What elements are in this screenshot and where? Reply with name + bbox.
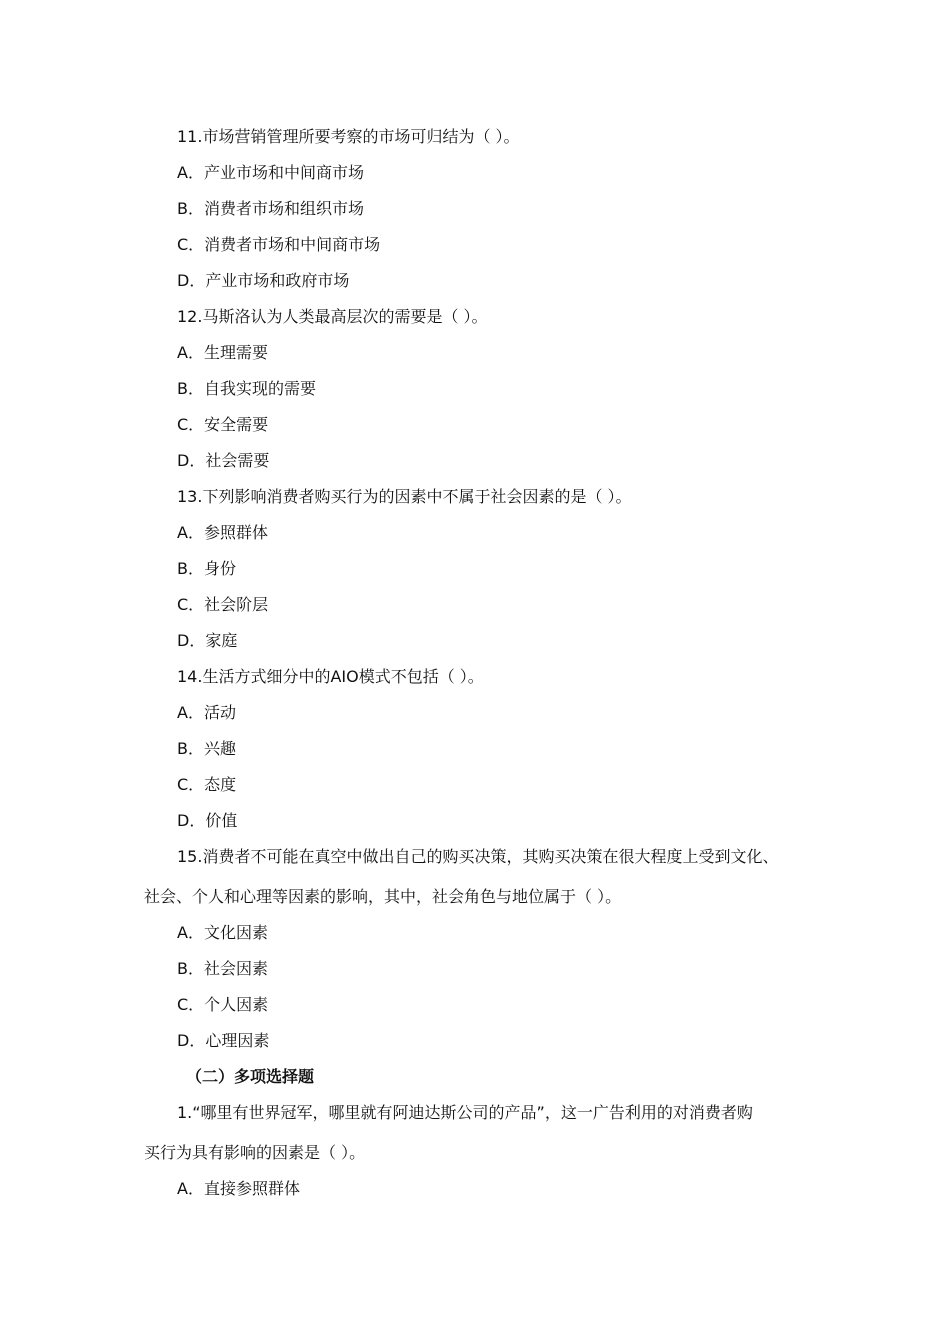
question-13-option-a: A．参照群体 <box>177 523 268 542</box>
question-13-stem: 13.下列影响消费者购买行为的因素中不属于社会因素的是（ ）。 <box>177 487 632 506</box>
question-15-stem: 15.消费者不可能在真空中做出自己的购买决策，其购买决策在很大程度上受到文化、 <box>177 847 779 866</box>
question-13-option-b: B．身份 <box>177 559 236 578</box>
question-15-option-b: B．社会因素 <box>177 959 268 978</box>
question-14-option-a: A．活动 <box>177 703 236 722</box>
question-11-option-c: C．消费者市场和中间商市场 <box>177 235 381 254</box>
question-11-option-d: D．产业市场和政府市场 <box>177 271 350 290</box>
question-11-option-b: B．消费者市场和组织市场 <box>177 199 364 218</box>
question-13-option-c: C．社会阶层 <box>177 595 269 614</box>
question-14-option-d: D．价值 <box>177 811 238 830</box>
question-15-option-a: A．文化因素 <box>177 923 268 942</box>
question-12-option-b: B．自我实现的需要 <box>177 379 316 398</box>
question-14-stem: 14.生活方式细分中的AIO模式不包括（ ）。 <box>177 667 484 686</box>
section-heading: （二）多项选择题 <box>186 1067 315 1086</box>
multi-question-1-stem: 1.“哪里有世界冠军，哪里就有阿迪达斯公司的产品”，这一广告利用的对消费者购 <box>177 1103 753 1122</box>
question-13-option-d: D．家庭 <box>177 631 238 650</box>
question-15-stem-continued: 社会、个人和心理等因素的影响，其中，社会角色与地位属于（ ）。 <box>144 887 622 906</box>
question-15-option-c: C．个人因素 <box>177 995 269 1014</box>
question-12-option-d: D．社会需要 <box>177 451 270 470</box>
multi-question-1-stem-continued: 买行为具有影响的因素是（ ）。 <box>144 1143 366 1162</box>
question-14-option-b: B．兴趣 <box>177 739 236 758</box>
question-12-option-a: A．生理需要 <box>177 343 268 362</box>
question-12-option-c: C．安全需要 <box>177 415 269 434</box>
question-15-option-d: D．心理因素 <box>177 1031 270 1050</box>
question-11-option-a: A．产业市场和中间商市场 <box>177 163 364 182</box>
question-14-option-c: C．态度 <box>177 775 237 794</box>
question-12-stem: 12.马斯洛认为人类最高层次的需要是（ ）。 <box>177 307 488 326</box>
question-11-stem: 11.市场营销管理所要考察的市场可归结为（ ）。 <box>177 127 520 146</box>
multi-question-1-option-a: A．直接参照群体 <box>177 1179 300 1198</box>
